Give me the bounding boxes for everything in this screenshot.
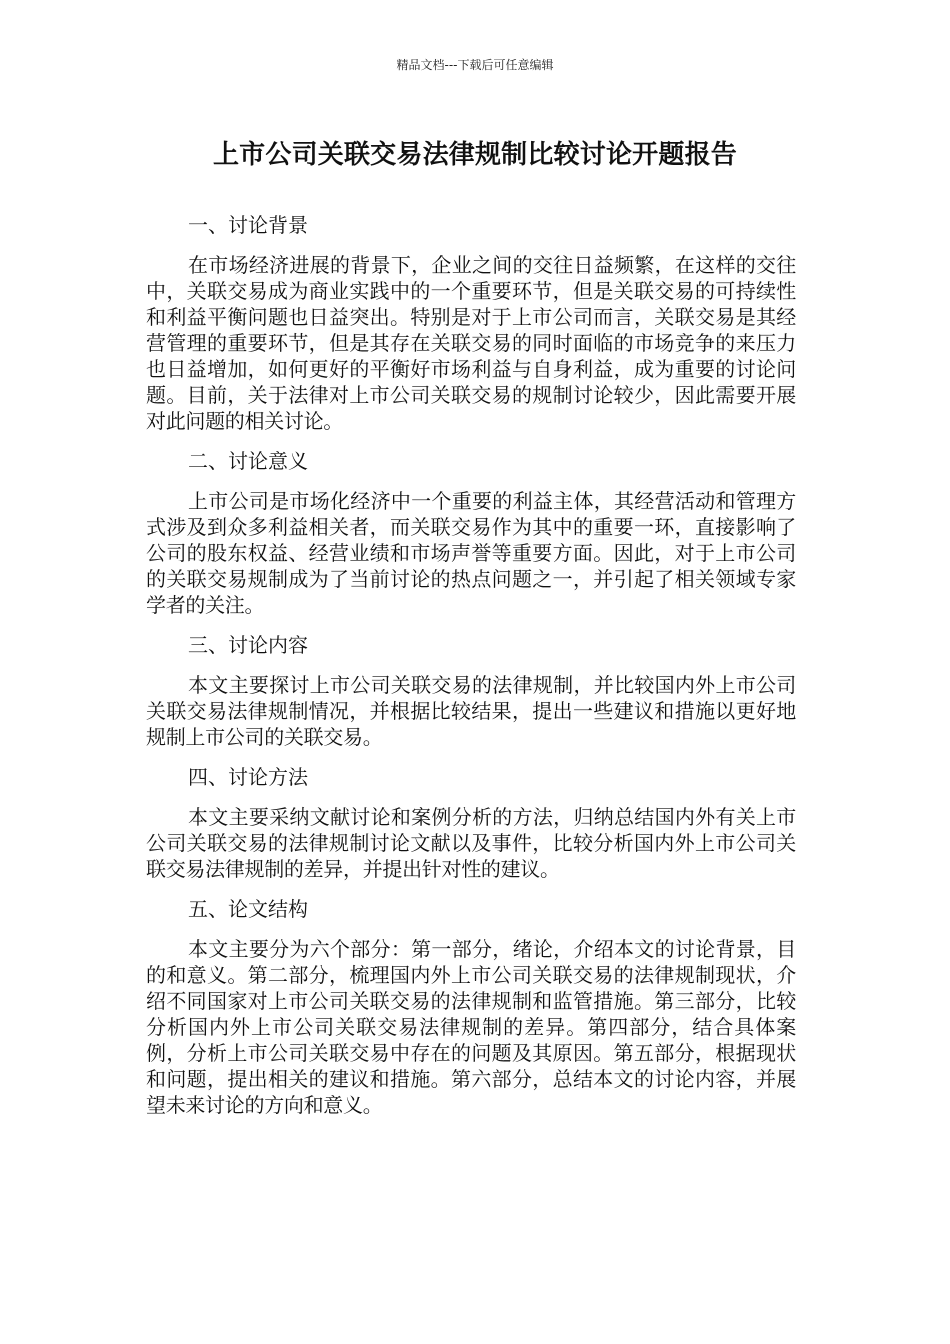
section-paragraph-structure: 本文主要分为六个部分：第一部分，绪论，介绍本文的讨论背景，目的和意义。第二部分，梳理国内外上市公司关联交易的法律规制现状，介绍不同国家对上市公司关联交易的法律规制和监管措施。第三部分，比较分析国内外上市公司关联交易法律规制的差异。第四部分，结合具体案例，分析上市公司关联交易中存在的问题及其原因。第五部分，根据现状和问题，提出相关的建议和措施。第六部分，总结本文的讨论内容，并展望未来讨论的方向和意义。 <box>146 937 796 1117</box>
section-heading-structure: 五、论文结构 <box>188 897 308 921</box>
section-paragraph-significance: 上市公司是市场化经济中一个重要的利益主体，其经营活动和管理方式涉及到众多利益相关者，而关联交易作为其中的重要一环，直接影响了公司的股东权益、经营业绩和市场声誉等重要方面。因此，对于上市公司的关联交易规制成为了当前讨论的热点问题之一，并引起了相关领域专家学者的关注。 <box>146 489 796 617</box>
document-body <box>146 212 796 1132</box>
section-heading-significance: 二、讨论意义 <box>188 449 308 473</box>
section-heading-method: 四、讨论方法 <box>188 765 308 789</box>
section-heading-content: 三、讨论内容 <box>188 633 308 657</box>
section-heading-background: 一、讨论背景 <box>188 213 308 237</box>
section-paragraph-content: 本文主要探讨上市公司关联交易的法律规制，并比较国内外上市公司关联交易法律规制情况，并根据比较结果，提出一些建议和措施以更好地规制上市公司的关联交易。 <box>146 673 796 749</box>
section-paragraph-method: 本文主要采纳文献讨论和案例分析的方法，归纳总结国内外有关上市公司关联交易的法律规制讨论文献以及事件，比较分析国内外上市公司关联交易法律规制的差异，并提出针对性的建议。 <box>146 805 796 881</box>
document-title: 上市公司关联交易法律规制比较讨论开题报告 <box>212 140 737 170</box>
page-header: 精品文档---下载后可任意编辑 <box>396 58 554 72</box>
section-paragraph-background: 在市场经济进展的背景下，企业之间的交往日益频繁，在这样的交往中，关联交易成为商业实践中的一个重要环节，但是关联交易的可持续性和利益平衡问题也日益突出。特别是对于上市公司而言，关联交易是其经营管理的重要环节，但是其存在关联交易的同时面临的市场竞争的来压力也日益增加，如何更好的平衡好市场利益与自身利益，成为重要的讨论问题。目前，关于法律对上市公司关联交易的规制讨论较少，因此需要开展对此问题的相关讨论。 <box>146 253 796 433</box>
